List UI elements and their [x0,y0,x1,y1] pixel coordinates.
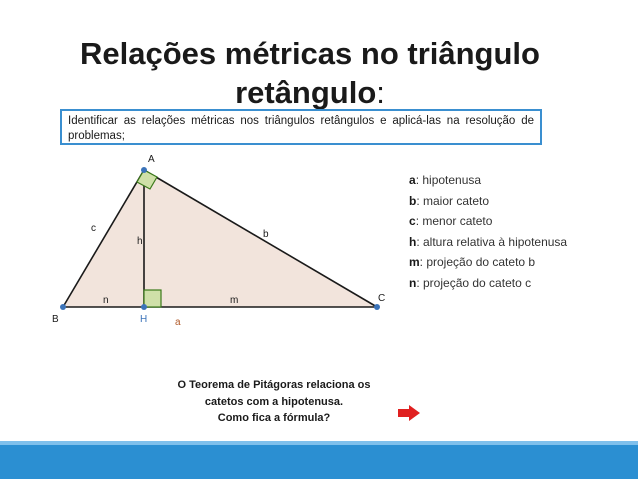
title-colon: : [376,75,385,110]
label-projection-m: m [230,295,239,306]
label-vertex-B: B [52,314,59,325]
label-vertex-C: C [378,293,386,304]
title-line-1: Relações métricas no triângulo [80,36,540,71]
label-height-h: h [137,236,143,247]
title-word-retangulo: retângulo [235,75,377,110]
label-vertex-A: A [148,154,155,165]
legend-item-a: a: hipotenusa [409,173,482,187]
point-H-dot [141,304,147,310]
pythagoras-question [150,377,398,427]
legend-item-n: n: projeção do cateto c [409,275,532,290]
label-projection-n: n [103,295,109,306]
legend-item-c: c: menor cateto [409,214,493,228]
objective-box: Identificar as relações métricas nos triângulos retângulos e aplicá-las na resolução de problemas; [60,109,542,145]
question-line-2: catetos com a hipotenusa. [204,395,344,408]
bottom-bar-stripe [0,441,638,445]
label-side-b: b [263,229,269,240]
point-B-dot [60,304,66,310]
label-side-c: c [91,223,96,234]
right-angle-mark-H [144,290,161,307]
label-hypotenuse-a: a [175,317,181,328]
label-vertex-H: H [140,314,148,325]
legend-item-h: h: altura relativa à hipotenusa [409,234,568,249]
right-arrow-icon[interactable] [398,405,420,421]
bottom-bar [0,441,638,479]
question-line-3: Como fica a fórmula? [217,412,331,424]
legend-item-m: m: projeção do cateto b [409,255,536,269]
point-C-dot [374,304,380,310]
triangle-fill [63,170,377,307]
legend-item-b: b: maior cateto [409,193,490,208]
point-A-dot [141,167,147,173]
legend-list [409,170,567,293]
question-line-1: O Teorema de Pitágoras relaciona os [177,379,371,391]
